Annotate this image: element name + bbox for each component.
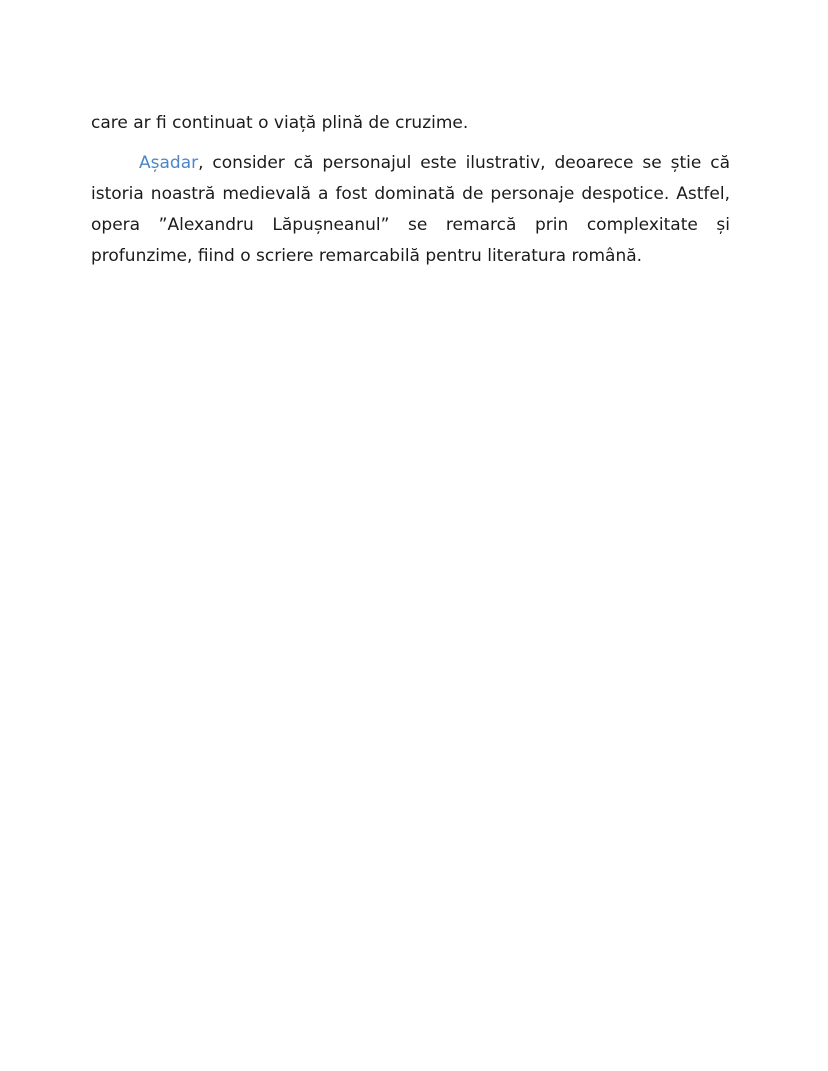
- paragraph-continuation: [91, 108, 730, 139]
- document-body: [91, 108, 730, 272]
- paragraph-conclusion: [91, 148, 730, 272]
- highlighted-lead-word: Așadar: [139, 153, 199, 173]
- paragraph-text: care ar fi continuat o viață plină de cruzime.: [91, 113, 469, 133]
- paragraph-text: , consider că personajul este ilustrativ, deoarece se știe că istoria noastră medievală a fost dominată de personaje despotice. Astfel, opera ”Alexandru Lăpușneanul” se remarcă prin complexitate și profunzime, fiind o scriere remarcabilă pentru literatura română.: [91, 153, 730, 266]
